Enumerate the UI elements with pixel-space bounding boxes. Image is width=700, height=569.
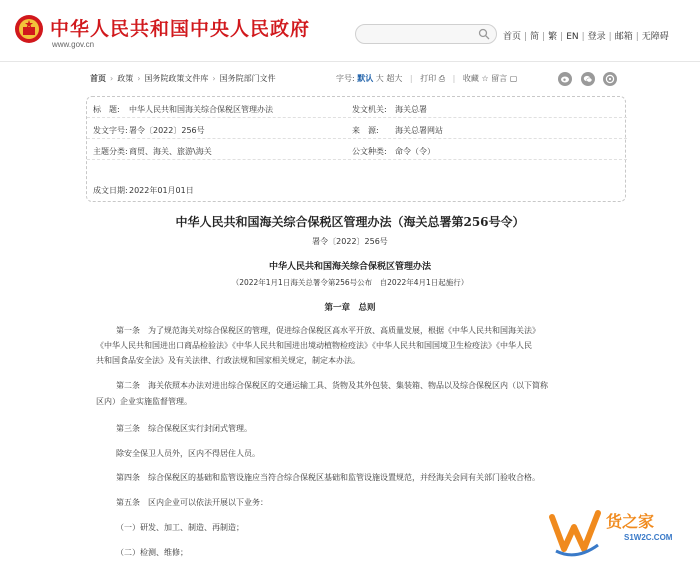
national-emblem-icon[interactable]: [14, 14, 44, 44]
regulation-dates: （2022年1月1日海关总署令第256号公布 自2022年4月1日起施行）: [231, 278, 469, 287]
font-default-button[interactable]: 默认: [357, 74, 374, 83]
topic-label: 主题分类:: [93, 147, 128, 156]
watermark-logo-icon: [548, 505, 604, 561]
date-label: 成文日期:: [93, 186, 128, 195]
link-home[interactable]: 首页: [503, 32, 522, 42]
print-icon[interactable]: ⎙: [438, 74, 446, 83]
source-label: 来 源:: [352, 126, 379, 135]
link-login[interactable]: 登录: [587, 32, 606, 42]
font-xlarge-button[interactable]: 超大: [386, 74, 403, 83]
title-label: 标 题:: [93, 105, 120, 114]
info-row: [87, 97, 627, 118]
document-info-table: [86, 96, 626, 202]
site-title[interactable]: 中华人民共和国中央人民政府: [50, 18, 311, 40]
wechat-icon[interactable]: [581, 72, 595, 86]
breadcrumb-library[interactable]: 国务院政策文件库: [144, 74, 209, 83]
share-icons: [558, 72, 623, 86]
article-3-body: 除安全保卫人员外，区内不得居住人员。: [116, 449, 260, 458]
search-icon[interactable]: [478, 28, 490, 40]
doc-number-label: 发文字号:: [93, 126, 128, 135]
weibo-icon[interactable]: [558, 72, 572, 86]
topic-value: 商贸、海关、旅游\海关: [129, 147, 212, 156]
print-button[interactable]: 打印: [420, 74, 437, 83]
link-mail[interactable]: 邮箱: [614, 32, 633, 42]
article-1-line-2: 《中华人民共和国进出口商品检验法》《中华人民共和国进出境动植物检疫法》《中华人民共和国国境卫生检疫法》《中华人民: [96, 341, 532, 350]
regulation-title: 中华人民共和国海关综合保税区管理办法: [268, 262, 431, 272]
issuer-label: 发文机关:: [352, 105, 387, 114]
font-large-button[interactable]: 大: [375, 74, 384, 83]
doc-type-label: 公文种类:: [352, 147, 387, 156]
issuer-value: 海关总署: [395, 105, 427, 114]
breadcrumb: 首页 › 政策 › 国务院政策文件库 › 国务院部门文件: [90, 74, 276, 83]
link-traditional[interactable]: 繁: [548, 32, 558, 42]
font-size-label: 字号:: [336, 74, 355, 83]
article-4: 第四条 综合保税区的基础和监管设施应当符合综合保税区基础和监管设施设置规范，并经海关会同有关部门验收合格。: [116, 473, 540, 482]
watermark-brand: 货之家: [606, 512, 655, 531]
link-accessibility[interactable]: 无障碍: [641, 32, 669, 42]
link-english[interactable]: EN: [566, 32, 579, 42]
keep-button[interactable]: 留言: [491, 74, 508, 83]
search-input[interactable]: [355, 24, 497, 44]
article-3: 第三条 综合保税区实行封闭式管理。: [116, 424, 252, 433]
chapter-heading: 第一章 总则: [324, 303, 376, 313]
document-number: 署令〔2022〕256号: [312, 237, 388, 246]
page-tools: 字号: 默认 大 超大 | 打印 ⎙ | 收藏 ☆ 留言 ▢: [336, 74, 518, 83]
article-1-line-1: 第一条 为了规范海关对综合保税区的管理，促进综合保税区高水平开放、高质量发展，根据《中华人民共和国海关法》: [116, 326, 540, 335]
message-icon[interactable]: ▢: [509, 74, 518, 83]
document-title: 中华人民共和国海关综合保税区管理办法（海关总署第256号令）: [175, 215, 525, 229]
article-2-line-1: 第二条 海关依照本办法对进出综合保税区的交通运输工具、货物及其外包装、集装箱、物品以及综合保税区内（以下简称: [116, 381, 548, 390]
article-5: 第五条 区内企业可以依法开展以下业务：: [116, 498, 268, 507]
date-value: 2022年01月01日: [129, 186, 194, 195]
article-1-line-3: 共和国食品安全法》及有关法律、行政法规和国家相关规定，制定本办法。: [96, 356, 360, 365]
top-nav-links: 首页 | 简 | 繁 | EN | 登录 | 邮箱 | 无障碍: [503, 32, 669, 42]
favorite-button[interactable]: 收藏: [462, 74, 479, 83]
title-value: 中华人民共和国海关综合保税区管理办法: [129, 105, 273, 114]
breadcrumb-home[interactable]: 首页: [90, 74, 106, 83]
watermark-url: S1W2C.COM: [624, 533, 673, 542]
star-icon[interactable]: ☆: [481, 74, 489, 83]
doc-type-value: 命令（令）: [395, 147, 435, 156]
info-row: [87, 139, 627, 160]
article-5-item-2: （二）检测、维修；: [116, 548, 188, 557]
share-icon[interactable]: [603, 72, 617, 86]
article-2-line-2: 区内）企业实施监督管理。: [96, 397, 192, 406]
info-row: [87, 118, 627, 139]
source-value: 海关总署网站: [395, 126, 443, 135]
site-header: [0, 0, 700, 62]
link-simplified[interactable]: 简: [530, 32, 540, 42]
watermark: [548, 503, 698, 565]
site-url: www.gov.cn: [52, 40, 95, 49]
doc-number-value: 署令〔2022〕256号: [129, 126, 205, 135]
info-row: [87, 160, 627, 195]
article-5-item-1: （一）研发、加工、制造、再制造；: [116, 523, 244, 532]
breadcrumb-dept-docs[interactable]: 国务院部门文件: [219, 74, 276, 83]
breadcrumb-policy[interactable]: 政策: [117, 74, 134, 83]
